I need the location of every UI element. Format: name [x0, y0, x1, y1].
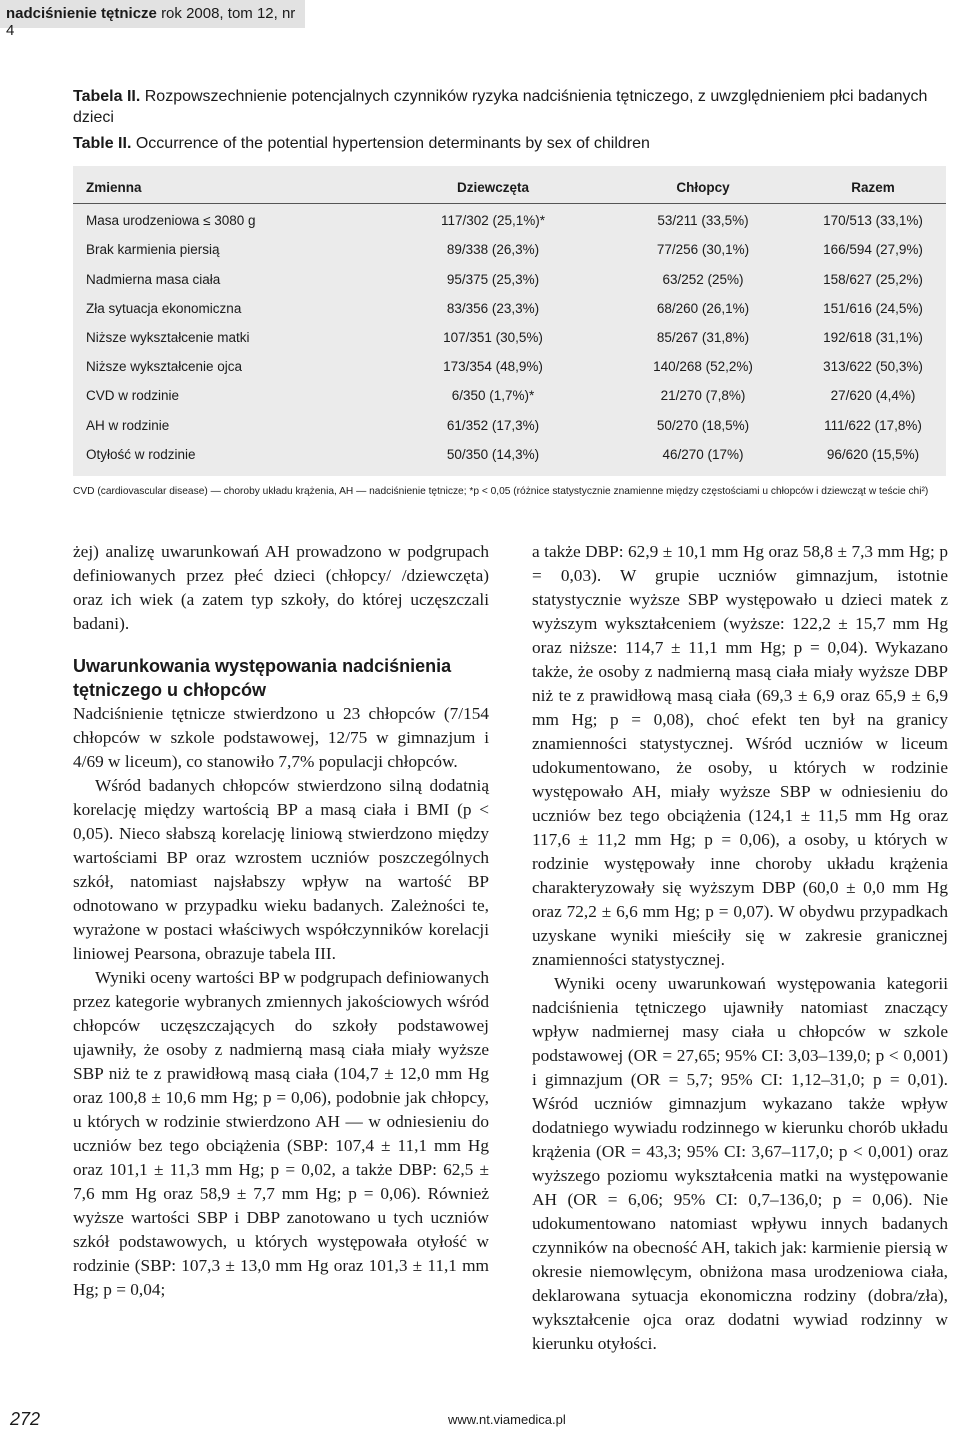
table-header-cell: Zmienna [86, 180, 142, 195]
table-cell: Brak karmienia piersią [86, 242, 220, 258]
table-cell: AH w rodzinie [86, 417, 170, 433]
table-cell: 50/270 (18,5%) [656, 417, 750, 433]
table-header-cell: Dziewczęta [456, 180, 530, 195]
table-cell: 50/350 (14,3%) [446, 446, 540, 462]
journal-issue: rok 2008, tom 12, nr 4 [6, 5, 296, 39]
table-cell: 83/356 (23,3%) [446, 300, 540, 316]
table-cell: 85/267 (31,8%) [656, 330, 750, 345]
table-cell: 158/627 (25,2%) [823, 271, 923, 287]
table-cell: Otyłość w rodzinie [86, 446, 196, 462]
table-header-cell: Razem [851, 180, 895, 195]
table-caption-pl [73, 86, 933, 128]
table-cell: 53/211 (33,5%) [657, 213, 749, 229]
right-column [532, 540, 948, 1356]
table-cell: Niższe wykształcenie ojca [86, 359, 243, 375]
table-cell: 95/375 (25,3%) [446, 271, 540, 287]
table-row [73, 207, 946, 236]
table-cell: 151/616 (24,5%) [823, 300, 923, 316]
table-cell: 192/618 (31,1%) [823, 330, 923, 345]
table-caption-en [73, 133, 933, 154]
caption-pl-label: Tabela II. [73, 88, 141, 105]
table-cell: 89/338 (26,3%) [446, 242, 540, 258]
table-cell: Nadmierna masa ciała [86, 271, 221, 287]
table-row [73, 382, 946, 411]
running-header [0, 0, 305, 39]
table-cell: 140/268 (52,2%) [653, 359, 753, 375]
table-cell: 77/256 (30,1%) [656, 242, 750, 258]
table-cell: 6/350 (1,7%)* [451, 388, 535, 404]
table-cell: 117/302 (25,1%)* [440, 213, 546, 229]
table-row [73, 236, 946, 265]
table-cell: 107/351 (30,5%) [443, 330, 543, 345]
table-row [73, 295, 946, 324]
table-row [73, 324, 946, 353]
table-cell: 96/620 (15,5%) [826, 446, 920, 462]
table-cell: 46/270 (17%) [662, 446, 744, 462]
table-footnote: CVD (cardiovascular disease) — choroby układu krążenia, AH — nadciśnienie tętnicze; *p < 0,05 (różnice statystycznie znamienne między częstościami u chłopców i dziewcząt w teście chi²) [73, 486, 929, 497]
table-cell: 173/354 (48,9%) [443, 359, 543, 375]
table-cell: Zła sytuacja ekonomiczna [86, 300, 242, 316]
page-number: 272 [10, 1409, 41, 1429]
table-cell: CVD w rodzinie [86, 388, 180, 404]
table-cell: 61/352 (17,3%) [446, 417, 540, 433]
table-cell: 170/513 (33,1%) [823, 213, 923, 229]
table-cell: 166/594 (27,9%) [823, 242, 923, 258]
table-cell: 63/252 (25%) [662, 271, 744, 287]
caption-en-label: Table II. [73, 135, 132, 152]
table-cell: Niższe wykształcenie matki [86, 330, 250, 345]
table-cell: 313/622 (50,3%) [823, 359, 923, 375]
right-paragraph-2: Wyniki oceny uwarunkowań występowania kategorii nadciśnienia tętniczego ujawniły natomiast znaczący wpływ nadmiernej masy ciała u chłopców w szkole podstawowej (OR = 27,65; 95% CI: 3,03–139,0; p < 0,001) i gimnazjum (OR = 5,7; 95% CI: 1,12–31,0; p = 0,01). Wśród uczniów gimnazjum wykazano także wpływ dodatniego wywiadu rodzinnego w kierunku chorób układu krążenia (OR = 43,3; 95% CI: 3,67–117,0; p < 0,001) oraz wyższego poziomu wykształcenia matki na występowanie AH (OR = 6,06; 95% CI: 0,7–136,0; p = 0,06). Nie udokumentowano natomiast wpływu innych badanych czynników na obecność AH, takich jak: karmienie piersią w okresie niemowlęcym, obniżona masa urodzeniowa ciała, deklarowana sytuacja ekonomiczna rodziny (dobra/zła), wykształcenie ojca oraz dodatni wywiad rodzinny w kierunku otyłości. [532, 974, 948, 1353]
table-cell: 68/260 (26,1%) [656, 300, 750, 316]
footer-url[interactable]: www.nt.viamedica.pl [448, 1412, 566, 1427]
table-row [73, 353, 946, 382]
table-row [73, 412, 946, 441]
left-paragraph-3: Wśród badanych chłopców stwierdzono silną dodatnią korelację między wartością BP a masą ciała i BMI (p < 0,05). Nieco słabszą korelację liniową stwierdzono między wartościami BP oraz wzrostem uczniów poszczególnych szkół, natomiast najsłabszy wpływ na wartość BP odnotowano w przypadku wieku badanych. Zależności te, wyrażone w postaci właściwych współczynników korelacji liniowej Pearsona, obrazuje tabela III. [73, 776, 489, 963]
journal-title: nadciśnienie tętnicze [6, 5, 157, 22]
table-cell: 21/270 (7,8%) [660, 388, 746, 404]
left-column [73, 540, 489, 1302]
caption-pl-text: Rozpowszechnienie potencjalnych czynników ryzyka nadciśnienia tętniczego, z uwzględnieniem płci badanych dzieci [73, 88, 928, 126]
left-paragraph-4: Wyniki oceny wartości BP w podgrupach definiowanych przez kategorie wybranych zmiennych jakościowych wśród chłopców uczęszczających do szkoły podstawowej ujawniły, że osoby z nadmierną masą ciała miały wyższe SBP niż te z prawidłową masą ciała (104,7 ± 12,0 mm Hg oraz 100,8 ± 10,6 mm Hg; p = 0,06), podobnie jak chłopcy, u których w rodzinie stwierdzono AH — w odniesieniu do uczniów bez tego obciążenia (SBP: 107,4 ± 11,1 mm Hg oraz 101,1 ± 11,3 mm Hg; p = 0,02, a także DBP: 62,5 ± 7,6 mm Hg oraz 58,9 ± 7,7 mm Hg; p = 0,06). Również wyższe wartości SBP i DBP zanotowano u tych uczniów szkół podstawowych, u których występowała otyłość w rodzinie (SBP: 107,3 ± 13,0 mm Hg oraz 101,3 ± 11,1 mm Hg; p = 0,04; [73, 968, 489, 1299]
left-paragraph-2: Nadciśnienie tętnicze stwierdzono u 23 chłopców (7/154 chłopców w szkole podstawowej, 12/75 w gimnazjum i 4/69 w liceum), co stanowiło 7,7% populacji chłopców. [73, 704, 489, 771]
caption-en-text: Occurrence of the potential hypertension determinants by sex of children [135, 135, 650, 152]
table-row [73, 441, 946, 470]
table-header-row [73, 174, 946, 204]
left-paragraph-1: żej) analizę uwarunkowań AH prowadzono w podgrupach definiowanych przez płeć dzieci (chłopcy/ /dziewczęta) oraz ich wiek (a zatem typ szkoły, do której uczęszczali badani). [73, 542, 489, 633]
table-header-cell: Chłopcy [676, 180, 730, 195]
table-cell: Masa urodzeniowa ≤ 3080 g [86, 213, 256, 229]
table-cell: 111/622 (17,8%) [824, 417, 922, 433]
table-cell: 27/620 (4,4%) [830, 388, 916, 404]
right-paragraph-1: a także DBP: 62,9 ± 10,1 mm Hg oraz 58,8 ± 7,3 mm Hg; p = 0,03). W grupie uczniów gimnazjum, istotnie statystycznie wyższe SBP występowało u dzieci matek z wyższym wykształceniem (wyższe: 122,2 ± 15,7 mm Hg oraz niższe: 114,7 ± 11,1 mm Hg; p = 0,04). Wykazano także, że osoby z nadmierną masą ciała miały wyższe DBP niż te z prawidłową masą ciała (69,3 ± 6,9 oraz 65,9 ± 6,9 mm Hg; p = 0,08), choć efekt ten był na granicy znamienności statystycznej. Wśród uczniów w liceum udokumentowano, że osoby, u których w rodzinie występowało AH, miały wyższe SBP w odniesieniu do uczniów bez tego obciążenia (124,1 ± 11,5 mm Hg oraz 117,6 ± 11,2 mm Hg; p = 0,06), a osoby, u których w rodzinie występowały inne choroby układu krążenia charakteryzowały się wyższym DBP (60,0 ± 0,0 mm Hg oraz 72,2 ± 6,6 mm Hg; p = 0,07). W obydwu przypadkach uzyskane wyniki mieściły się w zakresie granicznej znamienności statystycznej. [532, 542, 948, 969]
section-heading: Uwarunkowania występowania nadciśnienia tętniczego u chłopców [73, 656, 452, 700]
table-row [73, 266, 946, 295]
